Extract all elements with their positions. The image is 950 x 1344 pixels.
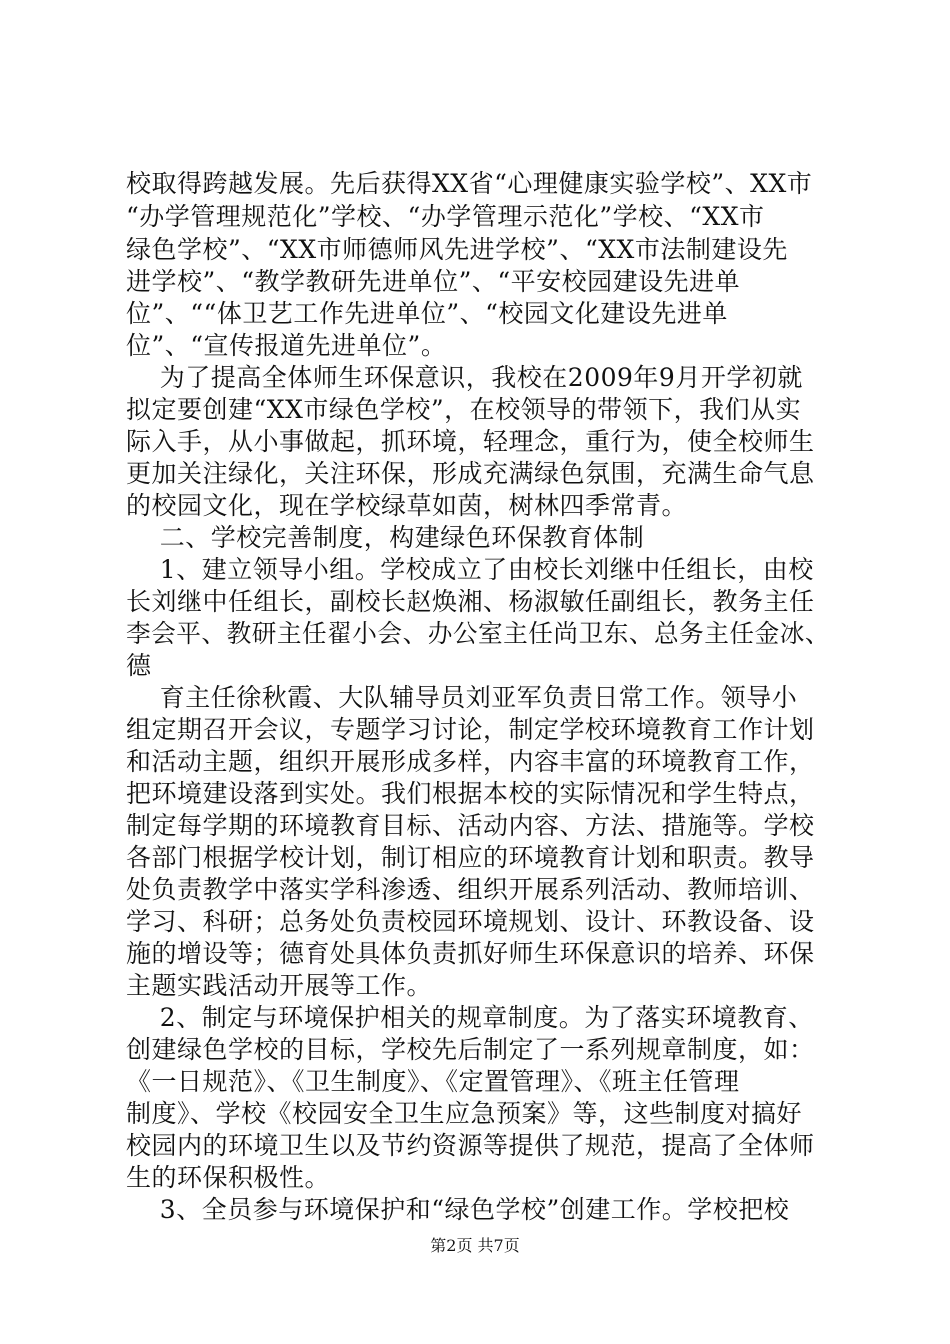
page-number-label: 第2页 共7页 [430,1236,520,1255]
text-line: 1、建立领导小组。学校成立了由校长刘继中任组长，由校 [126,555,814,584]
text-line: 制度》、学校《校园安全卫生应急预案》等，这些制度对搞好 [126,1099,803,1128]
text-line: 把环境建设落到实处。我们根据本校的实际情况和学生特点， [126,779,815,808]
text-line: 3、全员参与环境保护和“绿色学校”创建工作。学校把校 [126,1195,790,1224]
text-line: 绿色学校”、“XX市师德师风先进学校”、“XX市法制建设先 [126,235,788,264]
text-line: 各部门根据学校计划，制订相应的环境教育计划和职责。教导 [126,843,815,872]
text-line: “办学管理规范化”学校、“办学管理示范化”学校、“XX市 [126,202,765,231]
text-line: 拟定要创建“XX市绿色学校”，在校领导的带领下，我们从实 [126,395,802,424]
text-line: 主题实践活动开展等工作。 [126,971,433,1000]
text-line: 的校园文化，现在学校绿草如茵，树林四季常青。 [126,491,688,520]
text-line: 2、制定与环境保护相关的规章制度。为了落实环境教育、 [126,1003,814,1032]
text-line: 《一日规范》、《卫生制度》、《定置管理》、《班主任管理 [126,1067,740,1096]
text-line: 更加关注绿化，关注环保，形成充满绿色氛围，充满生命气息 [126,459,815,488]
section-heading: 二、学校完善制度，构建绿色环保教育体制 [126,523,645,552]
text-line: 李会平、教研主任翟小会、办公室主任尚卫东、总务主任金冰、 [126,619,831,648]
text-line: 创建绿色学校的目标，学校先后制定了一系列规章制度，如： [126,1035,815,1064]
text-line: 德 [126,651,152,680]
text-line: 位”、“宣传报道先进单位”。 [126,331,447,360]
page-footer [0,1236,950,1256]
text-line: 育主任徐秋霞、大队辅导员刘亚军负责日常工作。领导小 [126,683,798,712]
text-line: 际入手，从小事做起，抓环境，轻理念，重行为，使全校师生 [126,427,815,456]
text-line: 制定每学期的环境教育目标、活动内容、方法、措施等。学校 [126,811,815,840]
text-line: 组定期召开会议，专题学习讨论，制定学校环境教育工作计划 [126,715,815,744]
text-line: 和活动主题，组织开展形成多样，内容丰富的环境教育工作， [126,747,815,776]
text-line: 处负责教学中落实学科渗透、组织开展系列活动、教师培训、 [126,875,815,904]
text-line: 施的增设等；德育处具体负责抓好师生环保意识的培养、环保 [126,939,815,968]
text-line: 校取得跨越发展。先后获得XX省“心理健康实验学校”、XX市 [126,169,813,198]
text-line: 长刘继中任组长，副校长赵焕湘、杨淑敏任副组长，教务主任 [126,587,815,616]
text-line: 校园内的环境卫生以及节约资源等提供了规范，提高了全体师 [126,1131,815,1160]
text-line: 位”、““体卫艺工作先进单位”、“校园文化建设先进单 [126,299,728,328]
text-line: 为了提高全体师生环保意识，我校在2009年9月开学初就 [126,363,803,392]
text-line: 进学校”、“教学教研先进单位”、“平安校园建设先进单 [126,267,741,296]
text-line: 学习、科研；总务处负责校园环境规划、设计、环教设备、设 [126,907,815,936]
text-line: 生的环保积极性。 [126,1163,331,1192]
